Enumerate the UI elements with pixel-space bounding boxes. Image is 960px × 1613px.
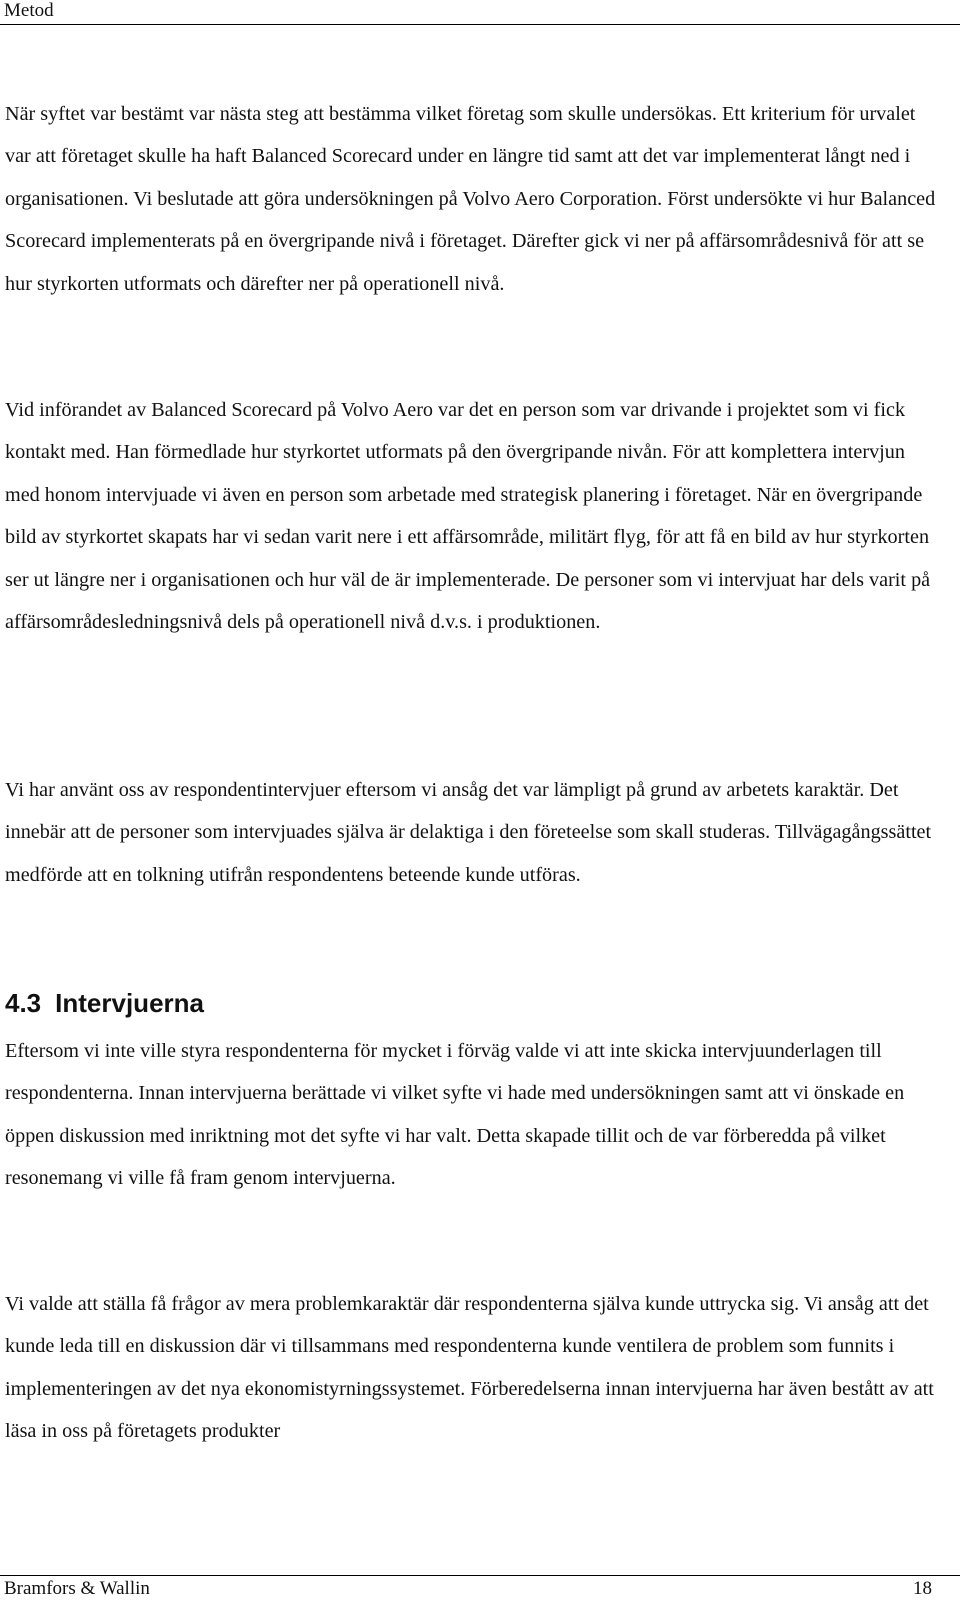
section-paragraph: Vi valde att ställa få frågor av mera problemkaraktär där respondenterna själva kunde uttrycka sig. Vi ansåg att det kunde leda till en diskussion där vi tillsammans med respondenterna kunde ventilera de problem som funnits i implementeringen av det nya ekonomistyrningssystemet. Förberedelserna innan intervjuerna har även bestått av att läsa in oss på företagets produkter: [5, 1293, 934, 1443]
footer-authors: Bramfors & Wallin: [4, 1578, 150, 1599]
footer-divider: [0, 1575, 960, 1576]
section-number: 4.3: [5, 988, 42, 1018]
body-paragraph: Vi har använt oss av respondentintervjuer eftersom vi ansåg det var lämpligt på grund av arbetets karaktär. Det innebär att de personer som intervjuades själva är delaktiga i den företeelse som skall studeras. Tillvägagångssättet medförde att en tolkning utifrån respondentens beteende kunde utföras.: [5, 779, 932, 886]
page-number: 18: [913, 1578, 932, 1599]
section-heading: [5, 983, 204, 1023]
running-header-title: Metod: [4, 0, 54, 21]
section-title: Intervjuerna: [55, 988, 204, 1018]
header-divider: [0, 24, 960, 25]
body-paragraph: När syftet var bestämt var nästa steg att bestämma vilket företag som skulle undersökas. Ett kriterium för urvalet var att företaget skulle ha haft Balanced Scorecard under en längre tid samt att det var implementerat långt ned i organisationen. Vi beslutade att göra undersökningen på Volvo Aero Corporation. Först undersökte vi hur Balanced Scorecard implementerats på en övergripande nivå i företaget. Därefter gick vi ner på affärsområdesnivå för att se hur styrkorten utformats och därefter ner på operationell nivå.: [5, 103, 936, 295]
body-paragraph: Vid införandet av Balanced Scorecard på Volvo Aero var det en person som var drivande i projektet som vi fick kontakt med. Han förmedlade hur styrkortet utformats på den övergripande nivån. För att komplettera intervjun med honom intervjuade vi även en person som arbetade med strategisk planering i företaget. När en övergripande bild av styrkortet skapats har vi sedan varit nere i ett affärsområde, militärt flyg, för att få en bild av hur styrkorten ser ut längre ner i organisationen och hur väl de är implementerade. De personer som vi intervjuat har dels varit på affärsområdesledningsnivå dels på operationell nivå d.v.s. i produktionen.: [5, 399, 931, 634]
section-paragraph: Eftersom vi inte ville styra respondenterna för mycket i förväg valde vi att inte skicka intervjuunderlagen till respondenterna. Innan intervjuerna berättade vi vilket syfte vi hade med undersökningen samt att vi önskade en öppen diskussion med inriktning mot det syfte vi har valt. Detta skapade tillit och de var förberedda på vilket resonemang vi ville få fram genom intervjuerna.: [5, 1040, 905, 1190]
page-header: [0, 0, 960, 24]
